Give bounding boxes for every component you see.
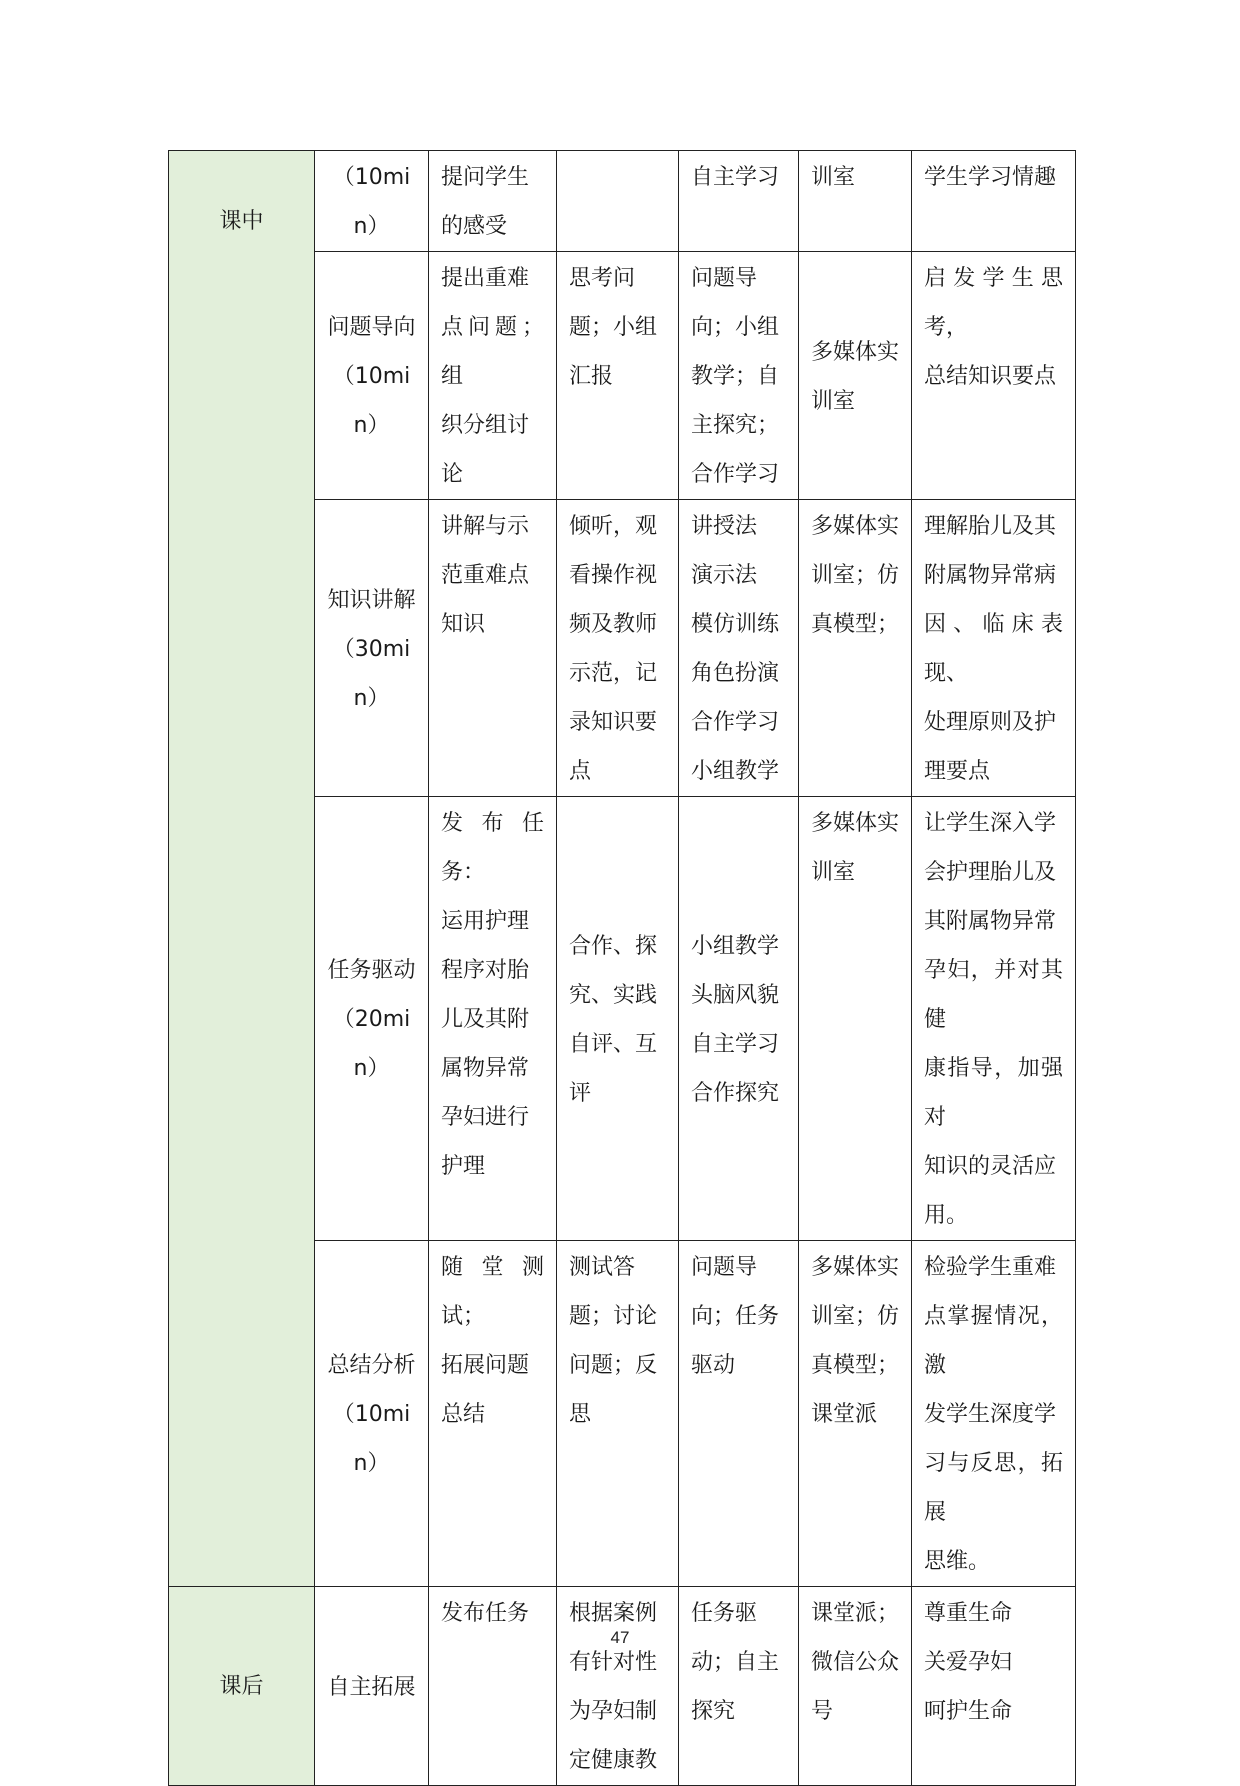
cell-line: 提问学生 xyxy=(441,165,530,190)
cell-line: 总结 xyxy=(441,1402,486,1427)
cell-line: 讲解与示 xyxy=(441,514,530,539)
cell-method xyxy=(679,252,799,500)
cell-line: 合作学习 xyxy=(691,710,780,735)
cell-line: 根据案例 xyxy=(569,1601,658,1626)
cell-line: 小组教学 xyxy=(691,933,780,959)
stage-in-class xyxy=(169,151,315,1587)
cell-line: 倾听，观 xyxy=(569,514,658,539)
cell-line: 小组教学 xyxy=(691,759,780,784)
cell-line: 探究 xyxy=(691,1699,736,1724)
stage-label: 课后 xyxy=(219,1673,264,1699)
cell-line: 训室 xyxy=(811,860,856,885)
cell-step xyxy=(315,1587,429,1786)
cell-line: 范重难点 xyxy=(441,563,530,588)
cell-line: 训室 xyxy=(811,388,856,414)
cell-student xyxy=(557,252,679,500)
cell-line: 题；小组 xyxy=(569,315,658,340)
cell-line: 自评、互 xyxy=(569,1031,658,1057)
cell-teacher xyxy=(429,1241,557,1587)
cell-line: 主探究； xyxy=(691,413,780,438)
cell-line: 训室 xyxy=(811,165,856,190)
cell-line: 护理 xyxy=(441,1154,486,1179)
cell-line: 模仿训练 xyxy=(691,612,780,637)
cell-line: 头脑风貌 xyxy=(691,982,780,1008)
cell-teacher xyxy=(429,500,557,797)
cell-line: 教学；自 xyxy=(691,364,780,389)
cell-line: 合作、探 xyxy=(569,933,658,959)
cell-line: 自主拓展 xyxy=(327,1674,416,1700)
table-row xyxy=(169,1587,1076,1786)
cell-line: 问题导 xyxy=(691,1255,758,1280)
cell-line: （10min） xyxy=(332,1402,411,1476)
cell-student xyxy=(557,1587,679,1786)
cell-line: 检验学生重难 xyxy=(924,1255,1057,1280)
cell-line: 号 xyxy=(811,1699,834,1724)
cell-line: 学生学习情趣 xyxy=(924,165,1057,190)
cell-intent xyxy=(912,797,1076,1241)
cell-line: 多媒体实 xyxy=(811,1255,900,1280)
cell-line: 程序对胎 xyxy=(441,958,530,983)
cell-line: 提出重难 xyxy=(441,266,530,291)
cell-line: 思考问 xyxy=(569,266,636,291)
cell-line: 发布任务： xyxy=(441,811,544,885)
cell-line: 织分组讨 xyxy=(441,413,530,438)
cell-resource xyxy=(799,1587,912,1786)
cell-line: 知识讲解 xyxy=(327,587,416,613)
cell-line: 评 xyxy=(569,1080,592,1106)
cell-line: 课堂派 xyxy=(811,1402,878,1427)
cell-intent xyxy=(912,1241,1076,1587)
cell-line: 演示法 xyxy=(691,563,758,588)
cell-line: 合作学习 xyxy=(691,462,780,487)
cell-line: 孕妇进行 xyxy=(441,1105,530,1130)
cell-line: 有针对性 xyxy=(569,1650,658,1675)
cell-step xyxy=(315,500,429,797)
cell-line: 汇报 xyxy=(569,364,614,389)
cell-line: 点问题；组 xyxy=(441,315,544,389)
cell-student xyxy=(557,1241,679,1587)
cell-line: 录知识要 xyxy=(569,710,658,735)
cell-line: 发学生深度学 xyxy=(924,1402,1057,1427)
cell-teacher xyxy=(429,797,557,1241)
cell-line: 测试答 xyxy=(569,1255,636,1280)
cell-line: 定健康教 xyxy=(569,1748,658,1773)
cell-line: 的感受 xyxy=(441,214,508,239)
cell-line: 思 xyxy=(569,1402,592,1427)
cell-line: 驱动 xyxy=(691,1353,736,1378)
page-number: 47 xyxy=(610,1628,630,1647)
cell-step xyxy=(315,252,429,500)
cell-line: 问题；反 xyxy=(569,1353,658,1378)
cell-line: 向；任务 xyxy=(691,1304,780,1329)
cell-line: 论 xyxy=(441,462,464,487)
cell-resource xyxy=(799,797,912,1241)
cell-line: 总结分析 xyxy=(327,1353,416,1378)
stage-after-class xyxy=(169,1587,315,1786)
cell-line: （30min） xyxy=(332,636,411,711)
cell-line: 真模型； xyxy=(811,1353,900,1378)
cell-line: 儿及其附 xyxy=(441,1007,530,1032)
cell-line: 自主学习 xyxy=(691,165,780,190)
cell-line: 向；小组 xyxy=(691,315,780,340)
cell-intent xyxy=(912,1587,1076,1786)
cell-resource xyxy=(799,1241,912,1587)
cell-line: 孕妇，并对其健 xyxy=(924,958,1063,1032)
cell-line: （10min） xyxy=(332,165,411,239)
cell-line: 呵护生命 xyxy=(924,1699,1013,1724)
cell-resource xyxy=(799,500,912,797)
cell-line: 让学生深入学 xyxy=(924,811,1057,836)
cell-line: 思维。 xyxy=(924,1549,991,1574)
cell-line: 自主学习 xyxy=(691,1031,780,1057)
cell-line: 因、临床表现、 xyxy=(924,612,1063,686)
cell-method xyxy=(679,1587,799,1786)
cell-line: 训室；仿 xyxy=(811,1304,900,1329)
cell-line: 任务驱动 xyxy=(327,958,416,983)
cell-line: 习与反思，拓展 xyxy=(924,1451,1063,1525)
stage-label: 课中 xyxy=(219,209,264,234)
cell-line: （20min） xyxy=(332,1007,411,1081)
cell-line: 运用护理 xyxy=(441,909,530,934)
cell-line: 多媒体实 xyxy=(811,514,900,539)
cell-line: 知识 xyxy=(441,612,486,637)
cell-line: 课堂派； xyxy=(811,1601,900,1626)
cell-line: 理要点 xyxy=(924,759,991,784)
cell-line: 任务驱 xyxy=(691,1601,758,1626)
cell-line: 点掌握情况，激 xyxy=(924,1304,1063,1378)
cell-line: 为孕妇制 xyxy=(569,1699,658,1724)
cell-line: 微信公众 xyxy=(811,1650,900,1675)
cell-line: 用。 xyxy=(924,1203,969,1228)
cell-intent xyxy=(912,151,1076,252)
cell-method xyxy=(679,1241,799,1587)
cell-line: （10min） xyxy=(332,364,411,438)
cell-line: 拓展问题 xyxy=(441,1353,530,1378)
cell-line: 多媒体实 xyxy=(811,339,900,365)
cell-line: 附属物异常病 xyxy=(924,563,1057,588)
cell-line: 动；自主 xyxy=(691,1650,780,1675)
cell-line: 其附属物异常 xyxy=(924,909,1057,934)
cell-teacher xyxy=(429,1587,557,1786)
cell-line: 点 xyxy=(569,759,592,784)
cell-method xyxy=(679,500,799,797)
cell-line: 看操作视 xyxy=(569,563,658,588)
cell-line: 题；讨论 xyxy=(569,1304,658,1329)
cell-line: 发布任务 xyxy=(441,1601,530,1626)
cell-step xyxy=(315,797,429,1241)
cell-resource xyxy=(799,151,912,252)
cell-line: 启发学生思考， xyxy=(924,266,1063,340)
cell-line: 问题导 xyxy=(691,266,758,291)
cell-line: 频及教师 xyxy=(569,612,658,637)
cell-student xyxy=(557,500,679,797)
cell-student xyxy=(557,797,679,1241)
cell-line: 会护理胎儿及 xyxy=(924,860,1057,885)
cell-intent xyxy=(912,252,1076,500)
cell-step xyxy=(315,151,429,252)
cell-line: 总结知识要点 xyxy=(924,364,1057,389)
cell-resource xyxy=(799,252,912,500)
cell-line: 多媒体实 xyxy=(811,811,900,836)
cell-line: 真模型； xyxy=(811,612,900,637)
cell-line: 属物异常 xyxy=(441,1056,530,1081)
lesson-plan-table xyxy=(168,150,1076,1786)
cell-line: 随堂测试； xyxy=(441,1255,544,1329)
cell-teacher xyxy=(429,151,557,252)
cell-line: 讲授法 xyxy=(691,514,758,539)
cell-method xyxy=(679,151,799,252)
cell-line: 理解胎儿及其 xyxy=(924,514,1057,539)
cell-line: 训室；仿 xyxy=(811,563,900,588)
cell-teacher xyxy=(429,252,557,500)
cell-method xyxy=(679,797,799,1241)
cell-line: 问题导向 xyxy=(327,315,416,340)
table-row xyxy=(169,151,1076,252)
cell-line: 关爱孕妇 xyxy=(924,1650,1013,1675)
cell-student xyxy=(557,151,679,252)
cell-line: 处理原则及护 xyxy=(924,710,1057,735)
cell-step xyxy=(315,1241,429,1587)
cell-intent xyxy=(912,500,1076,797)
cell-line: 知识的灵活应 xyxy=(924,1154,1057,1179)
cell-line: 角色扮演 xyxy=(691,661,780,686)
cell-line: 康指导，加强对 xyxy=(924,1056,1063,1130)
cell-line: 尊重生命 xyxy=(924,1601,1013,1626)
cell-line: 究、实践 xyxy=(569,982,658,1008)
cell-line: 合作探究 xyxy=(691,1080,780,1106)
cell-line: 示范，记 xyxy=(569,661,658,686)
